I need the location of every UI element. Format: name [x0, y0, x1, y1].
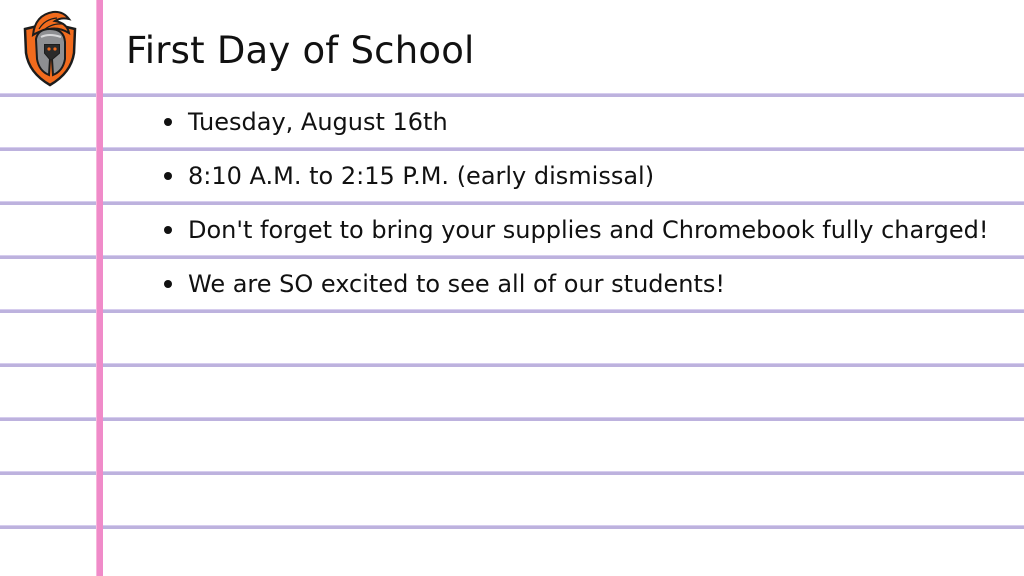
list-item-text: Don't forget to bring your supplies and Chromebook fully charged!	[188, 216, 989, 244]
list-item-text: 8:10 A.M. to 2:15 P.M. (early dismissal)	[188, 162, 655, 190]
list-item	[160, 262, 989, 316]
list-item-text: We are SO excited to see all of our students!	[188, 270, 726, 298]
list-item	[160, 154, 989, 208]
spartan-helmet-shield-icon	[19, 9, 81, 87]
ruled-line	[0, 417, 1024, 421]
bullet-icon	[164, 226, 172, 234]
list-item	[160, 208, 989, 262]
list-item-text: Tuesday, August 16th	[188, 108, 448, 136]
bullet-list	[160, 100, 989, 316]
list-item	[160, 100, 989, 154]
ruled-line	[0, 471, 1024, 475]
bullet-icon	[164, 280, 172, 288]
bullet-icon	[164, 118, 172, 126]
ruled-line	[0, 93, 1024, 97]
bullet-icon	[164, 172, 172, 180]
ruled-line	[0, 363, 1024, 367]
page-title: First Day of School	[126, 29, 475, 72]
ruled-line	[0, 525, 1024, 529]
margin-line	[96, 0, 103, 576]
